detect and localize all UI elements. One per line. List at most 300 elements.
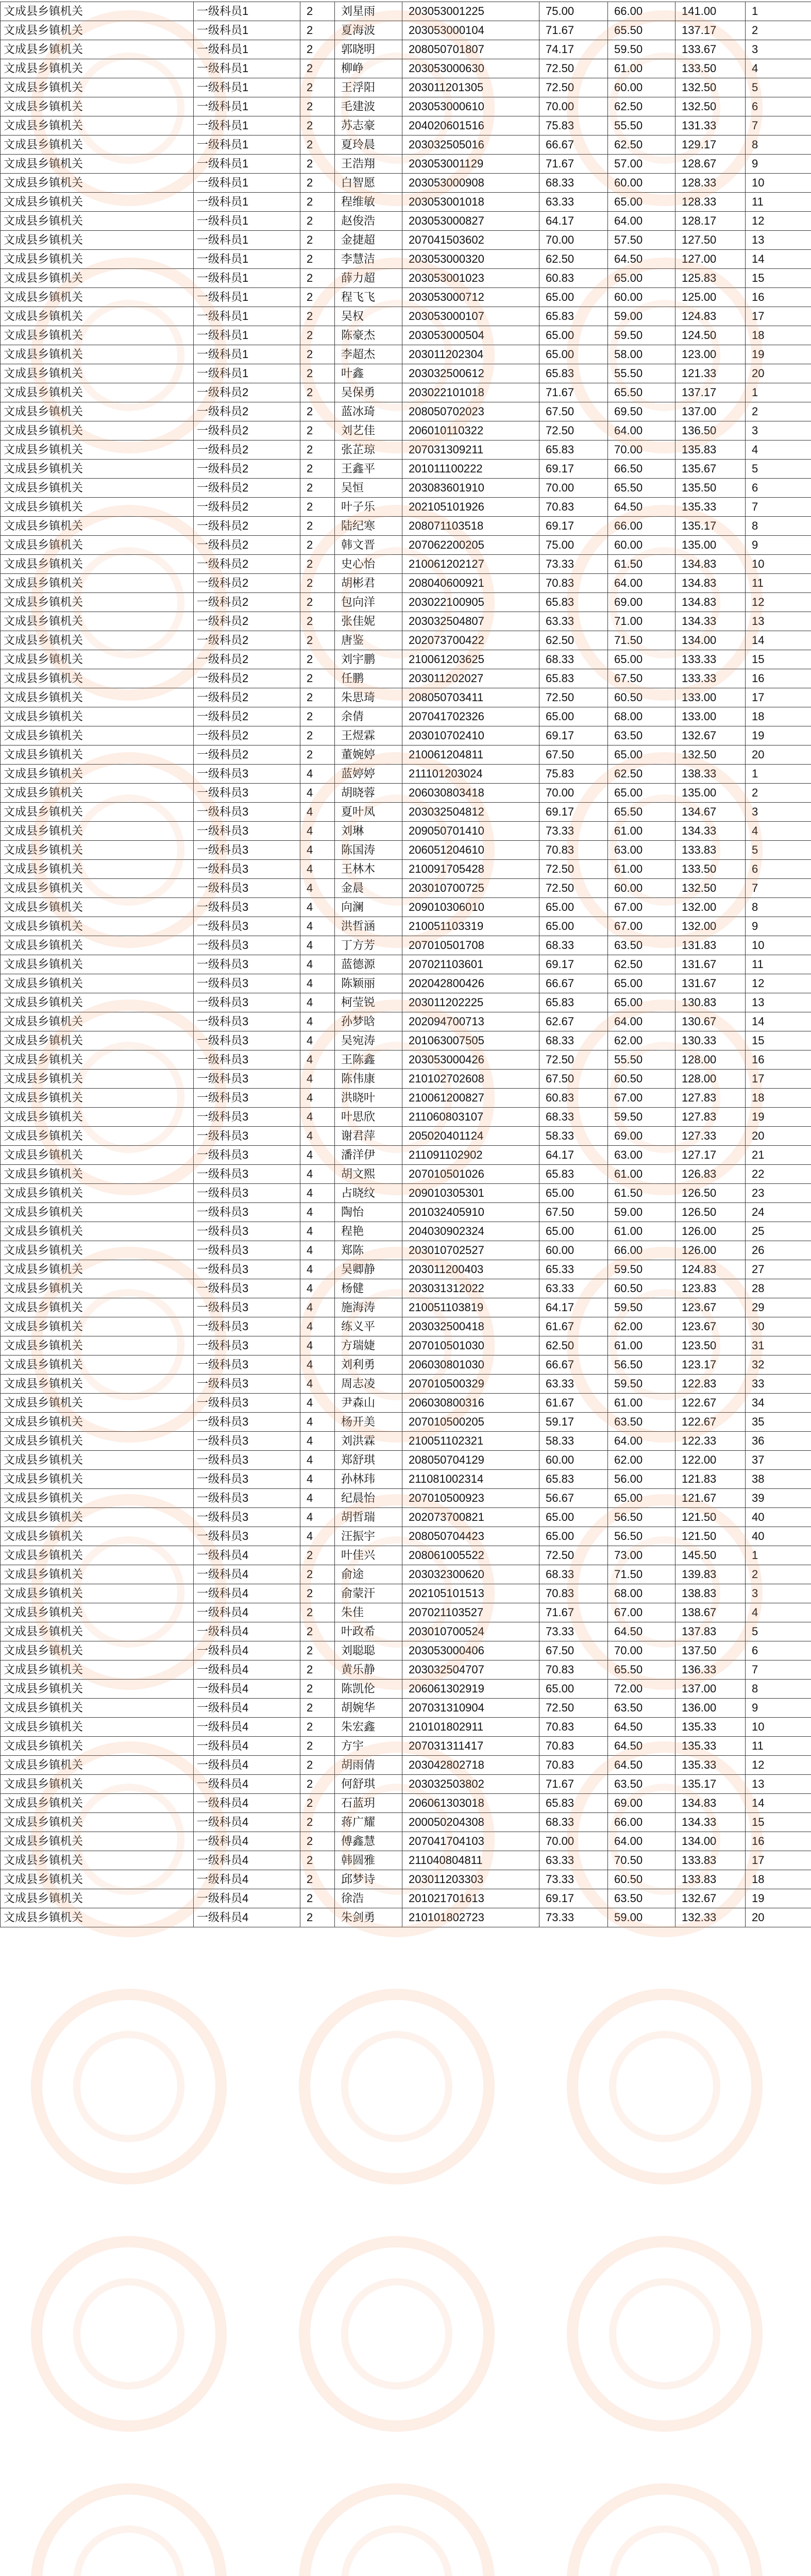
name-cell: 胡彬君 — [335, 574, 402, 593]
ticket-cell: 203053000406 — [402, 1641, 539, 1660]
written-score-cell: 70.83 — [539, 1584, 608, 1603]
interview-score-cell: 61.00 — [608, 59, 675, 78]
table-row — [1, 1508, 811, 1527]
quota-cell: 2 — [300, 555, 335, 574]
written-score-cell: 70.00 — [539, 231, 608, 250]
quota-cell: 2 — [300, 21, 335, 40]
unit-cell: 文成县乡镇机关 — [1, 345, 194, 364]
rank-cell: 31 — [746, 1336, 811, 1355]
written-score-cell: 70.83 — [539, 1756, 608, 1775]
rank-cell: 20 — [746, 745, 811, 765]
written-score-cell: 71.67 — [539, 21, 608, 40]
written-score-cell: 65.00 — [539, 1527, 608, 1546]
written-score-cell: 64.17 — [539, 212, 608, 231]
table-row — [1, 841, 811, 860]
quota-cell: 4 — [300, 1394, 335, 1413]
unit-cell: 文成县乡镇机关 — [1, 993, 194, 1012]
rank-cell: 10 — [746, 1718, 811, 1737]
ticket-cell: 202073700422 — [402, 631, 539, 650]
interview-score-cell: 59.50 — [608, 1260, 675, 1279]
name-cell: 胡晓蓉 — [335, 784, 402, 803]
total-score-cell: 135.50 — [675, 479, 746, 498]
table-row — [1, 1775, 811, 1794]
written-score-cell: 73.33 — [539, 822, 608, 841]
interview-score-cell: 65.50 — [608, 1660, 675, 1680]
ticket-cell: 203032504812 — [402, 803, 539, 822]
interview-score-cell: 60.50 — [608, 1870, 675, 1889]
table-row — [1, 1012, 811, 1031]
rank-cell: 1 — [746, 2, 811, 21]
written-score-cell: 70.00 — [539, 479, 608, 498]
position-cell: 一级科员2 — [194, 745, 300, 765]
ticket-cell: 211040804811 — [402, 1851, 539, 1870]
total-score-cell: 132.50 — [675, 879, 746, 898]
interview-score-cell: 59.50 — [608, 1108, 675, 1127]
written-score-cell: 65.83 — [539, 993, 608, 1012]
unit-cell: 文成县乡镇机关 — [1, 860, 194, 879]
total-score-cell: 134.83 — [675, 555, 746, 574]
interview-score-cell: 65.00 — [608, 193, 675, 212]
position-cell: 一级科员4 — [194, 1699, 300, 1718]
interview-score-cell: 63.50 — [608, 1699, 675, 1718]
total-score-cell: 127.17 — [675, 1146, 746, 1165]
table-row — [1, 784, 811, 803]
table-row — [1, 1260, 811, 1279]
unit-cell: 文成县乡镇机关 — [1, 1260, 194, 1279]
interview-score-cell: 62.00 — [608, 1031, 675, 1050]
ticket-cell: 207031311417 — [402, 1737, 539, 1756]
interview-score-cell: 61.00 — [608, 822, 675, 841]
rank-cell: 5 — [746, 841, 811, 860]
position-cell: 一级科员1 — [194, 326, 300, 345]
written-score-cell: 65.00 — [539, 288, 608, 307]
quota-cell: 4 — [300, 803, 335, 822]
total-score-cell: 135.17 — [675, 1775, 746, 1794]
position-cell: 一级科员3 — [194, 1317, 300, 1336]
interview-score-cell: 64.00 — [608, 574, 675, 593]
rank-cell: 19 — [746, 1108, 811, 1127]
rank-cell: 20 — [746, 364, 811, 383]
unit-cell: 文成县乡镇机关 — [1, 1165, 194, 1184]
written-score-cell: 70.00 — [539, 97, 608, 116]
position-cell: 一级科员1 — [194, 174, 300, 193]
interview-score-cell: 60.00 — [608, 288, 675, 307]
written-score-cell: 65.00 — [539, 1680, 608, 1699]
written-score-cell: 69.17 — [539, 460, 608, 479]
ticket-cell: 207041704103 — [402, 1832, 539, 1851]
interview-score-cell: 64.50 — [608, 1756, 675, 1775]
unit-cell: 文成县乡镇机关 — [1, 1508, 194, 1527]
name-cell: 陈颖丽 — [335, 974, 402, 993]
position-cell: 一级科员2 — [194, 402, 300, 421]
written-score-cell: 65.00 — [539, 1184, 608, 1203]
table-row — [1, 1699, 811, 1718]
name-cell: 郭晓明 — [335, 40, 402, 59]
position-cell: 一级科员4 — [194, 1584, 300, 1603]
written-score-cell: 72.50 — [539, 78, 608, 97]
unit-cell: 文成县乡镇机关 — [1, 1527, 194, 1546]
written-score-cell: 65.83 — [539, 593, 608, 612]
quota-cell: 2 — [300, 1699, 335, 1718]
quota-cell: 4 — [300, 1222, 335, 1241]
ticket-cell: 200050204308 — [402, 1813, 539, 1832]
written-score-cell: 63.33 — [539, 1279, 608, 1298]
interview-score-cell: 68.00 — [608, 1584, 675, 1603]
position-cell: 一级科员1 — [194, 78, 300, 97]
table-row — [1, 1737, 811, 1756]
unit-cell: 文成县乡镇机关 — [1, 1336, 194, 1355]
quota-cell: 4 — [300, 1070, 335, 1089]
unit-cell: 文成县乡镇机关 — [1, 2, 194, 21]
name-cell: 洪哲涵 — [335, 917, 402, 936]
name-cell: 谢君萍 — [335, 1127, 402, 1146]
unit-cell: 文成县乡镇机关 — [1, 936, 194, 955]
table-row — [1, 1527, 811, 1546]
table-row — [1, 212, 811, 231]
interview-score-cell: 69.00 — [608, 1794, 675, 1813]
total-score-cell: 123.67 — [675, 1298, 746, 1317]
table-row — [1, 1565, 811, 1584]
position-cell: 一级科员3 — [194, 1184, 300, 1203]
total-score-cell: 131.67 — [675, 955, 746, 974]
name-cell: 李慧洁 — [335, 250, 402, 269]
quota-cell: 2 — [300, 1794, 335, 1813]
written-score-cell: 72.50 — [539, 860, 608, 879]
rank-cell: 15 — [746, 269, 811, 288]
table-row — [1, 1031, 811, 1050]
unit-cell: 文成县乡镇机关 — [1, 803, 194, 822]
table-row — [1, 40, 811, 59]
table-row — [1, 1298, 811, 1317]
unit-cell: 文成县乡镇机关 — [1, 955, 194, 974]
table-row — [1, 1756, 811, 1775]
quota-cell: 4 — [300, 822, 335, 841]
rank-cell: 37 — [746, 1451, 811, 1470]
quota-cell: 4 — [300, 1451, 335, 1470]
unit-cell: 文成县乡镇机关 — [1, 135, 194, 155]
rank-cell: 16 — [746, 1050, 811, 1070]
table-row — [1, 1432, 811, 1451]
written-score-cell: 67.50 — [539, 745, 608, 765]
table-row — [1, 898, 811, 917]
name-cell: 李超杰 — [335, 345, 402, 364]
watermark-logo — [299, 2483, 495, 2576]
ticket-cell: 210061204811 — [402, 745, 539, 765]
rank-cell: 21 — [746, 1146, 811, 1165]
unit-cell: 文成县乡镇机关 — [1, 479, 194, 498]
ticket-cell: 203053000630 — [402, 59, 539, 78]
written-score-cell: 65.83 — [539, 1794, 608, 1813]
rank-cell: 7 — [746, 1660, 811, 1680]
written-score-cell: 67.50 — [539, 1641, 608, 1660]
total-score-cell: 138.67 — [675, 1603, 746, 1622]
name-cell: 潘洋伊 — [335, 1146, 402, 1165]
total-score-cell: 121.50 — [675, 1508, 746, 1527]
interview-score-cell: 70.50 — [608, 1851, 675, 1870]
ticket-cell: 209050701410 — [402, 822, 539, 841]
ticket-cell: 210101802723 — [402, 1908, 539, 1927]
unit-cell: 文成县乡镇机关 — [1, 707, 194, 726]
quota-cell: 2 — [300, 612, 335, 631]
unit-cell: 文成县乡镇机关 — [1, 440, 194, 460]
written-score-cell: 62.50 — [539, 631, 608, 650]
interview-score-cell: 65.00 — [608, 784, 675, 803]
table-row — [1, 1908, 811, 1927]
results-table — [0, 2, 811, 1927]
table-row — [1, 688, 811, 707]
name-cell: 董婉婷 — [335, 745, 402, 765]
quota-cell: 2 — [300, 745, 335, 765]
rank-cell: 25 — [746, 1222, 811, 1241]
rank-cell: 9 — [746, 155, 811, 174]
table-row — [1, 993, 811, 1012]
table-row — [1, 1718, 811, 1737]
position-cell: 一级科员1 — [194, 2, 300, 21]
total-score-cell: 133.33 — [675, 650, 746, 669]
position-cell: 一级科员4 — [194, 1908, 300, 1927]
position-cell: 一级科员2 — [194, 555, 300, 574]
total-score-cell: 125.00 — [675, 288, 746, 307]
written-score-cell: 65.00 — [539, 898, 608, 917]
total-score-cell: 137.00 — [675, 1680, 746, 1699]
unit-cell: 文成县乡镇机关 — [1, 21, 194, 40]
unit-cell: 文成县乡镇机关 — [1, 1641, 194, 1660]
ticket-cell: 206030800316 — [402, 1394, 539, 1413]
interview-score-cell: 66.00 — [608, 1241, 675, 1260]
ticket-cell: 203083601910 — [402, 479, 539, 498]
rank-cell: 8 — [746, 517, 811, 536]
ticket-cell: 206010110322 — [402, 421, 539, 440]
written-score-cell: 73.33 — [539, 555, 608, 574]
rank-cell: 18 — [746, 326, 811, 345]
written-score-cell: 71.67 — [539, 1775, 608, 1794]
interview-score-cell: 62.00 — [608, 1451, 675, 1470]
ticket-cell: 203053000712 — [402, 288, 539, 307]
rank-cell: 3 — [746, 803, 811, 822]
unit-cell: 文成县乡镇机关 — [1, 1031, 194, 1050]
total-score-cell: 136.33 — [675, 1660, 746, 1680]
name-cell: 练义平 — [335, 1317, 402, 1336]
interview-score-cell: 63.50 — [608, 1889, 675, 1908]
name-cell: 夏叶凤 — [335, 803, 402, 822]
name-cell: 丁方芳 — [335, 936, 402, 955]
interview-score-cell: 61.00 — [608, 1222, 675, 1241]
quota-cell: 2 — [300, 631, 335, 650]
written-score-cell: 60.83 — [539, 269, 608, 288]
total-score-cell: 134.83 — [675, 574, 746, 593]
position-cell: 一级科员1 — [194, 155, 300, 174]
position-cell: 一级科员2 — [194, 650, 300, 669]
quota-cell: 4 — [300, 1203, 335, 1222]
interview-score-cell: 70.00 — [608, 1641, 675, 1660]
position-cell: 一级科员4 — [194, 1603, 300, 1622]
interview-score-cell: 65.00 — [608, 269, 675, 288]
rank-cell: 6 — [746, 479, 811, 498]
name-cell: 吴保勇 — [335, 383, 402, 402]
rank-cell: 2 — [746, 1565, 811, 1584]
name-cell: 刘星雨 — [335, 2, 402, 21]
total-score-cell: 137.17 — [675, 21, 746, 40]
table-row — [1, 1546, 811, 1565]
ticket-cell: 206030803418 — [402, 784, 539, 803]
name-cell: 郑舒琪 — [335, 1451, 402, 1470]
total-score-cell: 127.83 — [675, 1089, 746, 1108]
unit-cell: 文成县乡镇机关 — [1, 212, 194, 231]
position-cell: 一级科员1 — [194, 288, 300, 307]
ticket-cell: 203022101018 — [402, 383, 539, 402]
written-score-cell: 65.83 — [539, 307, 608, 326]
name-cell: 刘利勇 — [335, 1355, 402, 1375]
unit-cell: 文成县乡镇机关 — [1, 97, 194, 116]
ticket-cell: 206030801030 — [402, 1355, 539, 1375]
quota-cell: 4 — [300, 1317, 335, 1336]
watermark-logo — [31, 1989, 227, 2184]
position-cell: 一级科员3 — [194, 1279, 300, 1298]
total-score-cell: 133.83 — [675, 1870, 746, 1889]
ticket-cell: 203053001018 — [402, 193, 539, 212]
written-score-cell: 73.33 — [539, 1622, 608, 1641]
table-row — [1, 250, 811, 269]
written-score-cell: 65.33 — [539, 1260, 608, 1279]
table-row — [1, 1127, 811, 1146]
table-row — [1, 326, 811, 345]
written-score-cell: 68.33 — [539, 1813, 608, 1832]
table-row — [1, 1832, 811, 1851]
ticket-cell: 209010306010 — [402, 898, 539, 917]
total-score-cell: 136.00 — [675, 1699, 746, 1718]
written-score-cell: 64.17 — [539, 1146, 608, 1165]
quota-cell: 4 — [300, 1184, 335, 1203]
total-score-cell: 122.00 — [675, 1451, 746, 1470]
total-score-cell: 133.00 — [675, 707, 746, 726]
table-row — [1, 1108, 811, 1127]
unit-cell: 文成县乡镇机关 — [1, 1794, 194, 1813]
rank-cell: 6 — [746, 97, 811, 116]
written-score-cell: 67.50 — [539, 1070, 608, 1089]
table-row — [1, 155, 811, 174]
total-score-cell: 132.67 — [675, 726, 746, 745]
quota-cell: 2 — [300, 517, 335, 536]
position-cell: 一级科员3 — [194, 1260, 300, 1279]
position-cell: 一级科员3 — [194, 993, 300, 1012]
interview-score-cell: 56.50 — [608, 1355, 675, 1375]
unit-cell: 文成县乡镇机关 — [1, 174, 194, 193]
rank-cell: 16 — [746, 288, 811, 307]
quota-cell: 2 — [300, 574, 335, 593]
rank-cell: 15 — [746, 1031, 811, 1050]
position-cell: 一级科员1 — [194, 231, 300, 250]
unit-cell: 文成县乡镇机关 — [1, 822, 194, 841]
unit-cell: 文成县乡镇机关 — [1, 1394, 194, 1413]
interview-score-cell: 62.50 — [608, 97, 675, 116]
written-score-cell: 69.17 — [539, 1889, 608, 1908]
name-cell: 周志凌 — [335, 1375, 402, 1394]
unit-cell: 文成县乡镇机关 — [1, 155, 194, 174]
written-score-cell: 66.67 — [539, 135, 608, 155]
written-score-cell: 70.83 — [539, 1718, 608, 1737]
rank-cell: 13 — [746, 993, 811, 1012]
name-cell: 俞途 — [335, 1565, 402, 1584]
unit-cell: 文成县乡镇机关 — [1, 574, 194, 593]
table-row — [1, 193, 811, 212]
rank-cell: 29 — [746, 1298, 811, 1317]
interview-score-cell: 56.00 — [608, 1470, 675, 1489]
unit-cell: 文成县乡镇机关 — [1, 1012, 194, 1031]
unit-cell: 文成县乡镇机关 — [1, 1546, 194, 1565]
position-cell: 一级科员3 — [194, 822, 300, 841]
rank-cell: 10 — [746, 555, 811, 574]
position-cell: 一级科员4 — [194, 1756, 300, 1775]
unit-cell: 文成县乡镇机关 — [1, 1355, 194, 1375]
rank-cell: 15 — [746, 1813, 811, 1832]
written-score-cell: 72.50 — [539, 879, 608, 898]
quota-cell: 4 — [300, 879, 335, 898]
written-score-cell: 73.33 — [539, 1870, 608, 1889]
interview-score-cell: 63.50 — [608, 726, 675, 745]
total-score-cell: 128.33 — [675, 174, 746, 193]
watermark-logo — [299, 1989, 495, 2184]
quota-cell: 4 — [300, 1336, 335, 1355]
total-score-cell: 126.50 — [675, 1184, 746, 1203]
total-score-cell: 135.83 — [675, 440, 746, 460]
rank-cell: 18 — [746, 1870, 811, 1889]
interview-score-cell: 59.00 — [608, 1908, 675, 1927]
written-score-cell: 59.17 — [539, 1413, 608, 1432]
name-cell: 王煜霖 — [335, 726, 402, 745]
total-score-cell: 131.83 — [675, 936, 746, 955]
position-cell: 一级科员3 — [194, 1527, 300, 1546]
rank-cell: 11 — [746, 574, 811, 593]
written-score-cell: 68.33 — [539, 650, 608, 669]
rank-cell: 7 — [746, 879, 811, 898]
position-cell: 一级科员4 — [194, 1660, 300, 1680]
unit-cell: 文成县乡镇机关 — [1, 1222, 194, 1241]
rank-cell: 8 — [746, 135, 811, 155]
table-row — [1, 1584, 811, 1603]
name-cell: 胡文熙 — [335, 1165, 402, 1184]
written-score-cell: 63.33 — [539, 1851, 608, 1870]
quota-cell: 4 — [300, 1413, 335, 1432]
quota-cell: 2 — [300, 174, 335, 193]
name-cell: 朱剑勇 — [335, 1908, 402, 1927]
name-cell: 陈国涛 — [335, 841, 402, 860]
written-score-cell: 69.17 — [539, 955, 608, 974]
rank-cell: 9 — [746, 536, 811, 555]
position-cell: 一级科员4 — [194, 1889, 300, 1908]
total-score-cell: 121.67 — [675, 1489, 746, 1508]
rank-cell: 13 — [746, 612, 811, 631]
position-cell: 一级科员4 — [194, 1832, 300, 1851]
position-cell: 一级科员3 — [194, 1089, 300, 1108]
name-cell: 蓝德源 — [335, 955, 402, 974]
ticket-cell: 211101203024 — [402, 765, 539, 784]
table-row — [1, 345, 811, 364]
position-cell: 一级科员4 — [194, 1622, 300, 1641]
quota-cell: 2 — [300, 498, 335, 517]
table-row — [1, 669, 811, 688]
quota-cell: 2 — [300, 1565, 335, 1584]
quota-cell: 2 — [300, 1851, 335, 1870]
total-score-cell: 133.00 — [675, 688, 746, 707]
name-cell: 夏海波 — [335, 21, 402, 40]
quota-cell: 2 — [300, 97, 335, 116]
quota-cell: 2 — [300, 1622, 335, 1641]
interview-score-cell: 64.00 — [608, 1432, 675, 1451]
total-score-cell: 132.33 — [675, 1908, 746, 1927]
position-cell: 一级科员4 — [194, 1737, 300, 1756]
unit-cell: 文成县乡镇机关 — [1, 1375, 194, 1394]
unit-cell: 文成县乡镇机关 — [1, 460, 194, 479]
